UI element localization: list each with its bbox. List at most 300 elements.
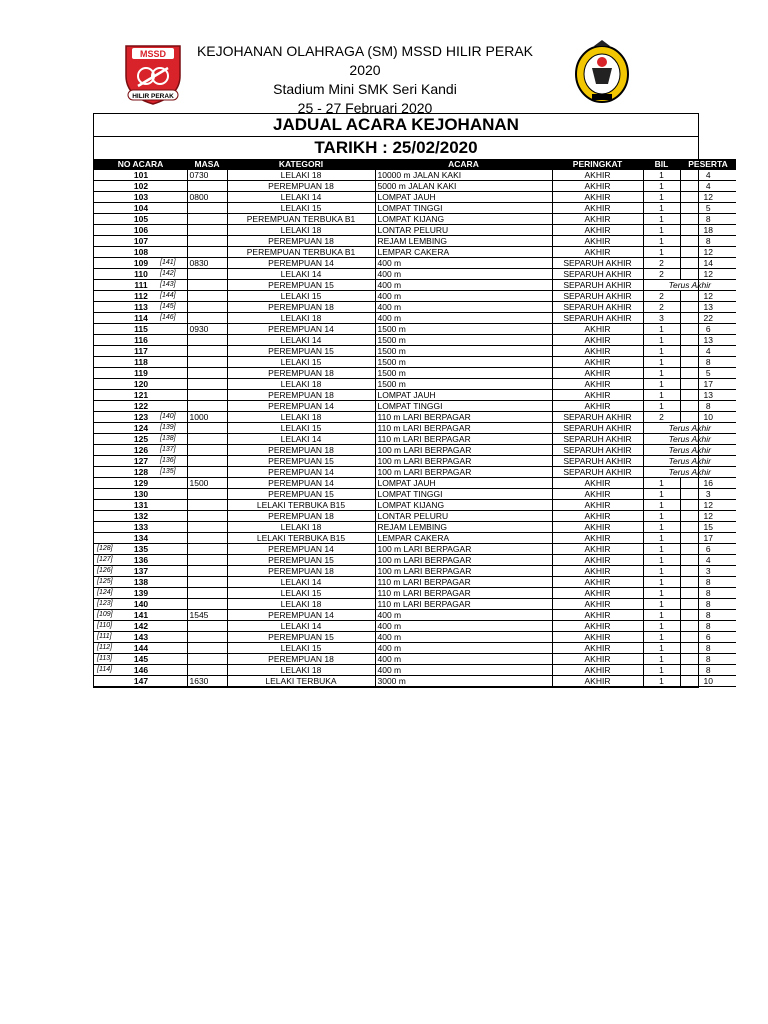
- schedule-date: TARIKH : 25/02/2020: [314, 138, 478, 157]
- cell-peringkat: AKHIR: [552, 654, 643, 665]
- cell-peserta: 5: [680, 368, 736, 379]
- table-row: [94, 478, 736, 489]
- cell-acara: 400 m: [375, 313, 552, 324]
- cell-no-acara: [94, 555, 187, 566]
- cell-peringkat: AKHIR: [552, 577, 643, 588]
- cell-bil: 2: [643, 258, 680, 269]
- cell-peserta: 3: [680, 489, 736, 500]
- cell-event-no: 142: [133, 621, 149, 631]
- cell-event-no: 120: [133, 379, 149, 389]
- table-row: [94, 445, 736, 456]
- cell-bil: 1: [643, 225, 680, 236]
- cell-ref-next: [136]: [160, 457, 176, 464]
- cell-ref-prev: [113]: [97, 655, 113, 662]
- cell-kategori: PEREMPUAN 15: [227, 280, 375, 291]
- cell-bil: 1: [643, 610, 680, 621]
- cell-acara: LOMPAT KIJANG: [375, 214, 552, 225]
- table-row: [94, 357, 736, 368]
- cell-event-no: 145: [133, 654, 149, 664]
- cell-peserta: 22: [680, 313, 736, 324]
- cell-masa: 0730: [187, 170, 227, 181]
- cell-bil: 2: [643, 412, 680, 423]
- cell-kategori: LELAKI 15: [227, 643, 375, 654]
- cell-no-acara: [94, 434, 187, 445]
- cell-no-acara: [94, 368, 187, 379]
- table-header-row: [94, 159, 736, 170]
- cell-terus-akhir: Terus Akhir: [643, 280, 736, 291]
- cell-kategori: PEREMPUAN 18: [227, 181, 375, 192]
- cell-kategori: LELAKI 15: [227, 588, 375, 599]
- cell-event-no: 146: [133, 665, 149, 675]
- cell-masa: [187, 335, 227, 346]
- cell-bil: 1: [643, 335, 680, 346]
- cell-peringkat: AKHIR: [552, 214, 643, 225]
- cell-peringkat: AKHIR: [552, 379, 643, 390]
- table-row: [94, 170, 736, 181]
- cell-peserta: 12: [680, 511, 736, 522]
- cell-bil: 1: [643, 170, 680, 181]
- cell-no-acara: [94, 203, 187, 214]
- table-row: [94, 665, 736, 676]
- cell-masa: [187, 368, 227, 379]
- cell-peringkat: AKHIR: [552, 225, 643, 236]
- cell-kategori: PEREMPUAN 15: [227, 632, 375, 643]
- cell-bil: 1: [643, 357, 680, 368]
- cell-acara: LOMPAT TINGGI: [375, 401, 552, 412]
- cell-peringkat: SEPARUH AKHIR: [552, 269, 643, 280]
- cell-bil: 1: [643, 379, 680, 390]
- cell-peserta: 8: [680, 665, 736, 676]
- cell-acara: 400 m: [375, 269, 552, 280]
- cell-masa: 1500: [187, 478, 227, 489]
- event-dates: 25 - 27 Februari 2020: [297, 100, 433, 116]
- cell-ref-prev: [128]: [97, 545, 113, 552]
- cell-kategori: PEREMPUAN 18: [227, 368, 375, 379]
- cell-acara: 110 m LARI BERPAGAR: [375, 434, 552, 445]
- cell-peserta: 4: [680, 170, 736, 181]
- cell-peserta: 8: [680, 214, 736, 225]
- cell-masa: 1545: [187, 610, 227, 621]
- cell-peserta: 12: [680, 500, 736, 511]
- cell-peserta: 6: [680, 324, 736, 335]
- cell-no-acara: [94, 170, 187, 181]
- cell-no-acara: [94, 269, 187, 280]
- cell-no-acara: [94, 643, 187, 654]
- cell-peringkat: AKHIR: [552, 170, 643, 181]
- cell-acara: LONTAR PELURU: [375, 511, 552, 522]
- cell-kategori: LELAKI TERBUKA B15: [227, 500, 375, 511]
- cell-bil: 1: [643, 632, 680, 643]
- table-row: [94, 269, 736, 280]
- cell-bil: 1: [643, 478, 680, 489]
- cell-masa: [187, 247, 227, 258]
- mssd-logo: [120, 40, 186, 106]
- cell-event-no: 102: [133, 181, 149, 191]
- cell-peringkat: SEPARUH AKHIR: [552, 456, 643, 467]
- cell-ref-prev: [125]: [97, 578, 113, 585]
- cell-ref-prev: [109]: [97, 611, 113, 618]
- cell-peserta: 8: [680, 610, 736, 621]
- cell-no-acara: [94, 665, 187, 676]
- cell-no-acara: [94, 346, 187, 357]
- document-title-block: [180, 42, 550, 118]
- cell-peringkat: AKHIR: [552, 533, 643, 544]
- cell-event-no: 119: [134, 368, 148, 378]
- cell-no-acara: [94, 258, 187, 269]
- cell-peserta: 10: [680, 412, 736, 423]
- cell-masa: [187, 555, 227, 566]
- cell-bil: 1: [643, 214, 680, 225]
- cell-peserta: 12: [680, 291, 736, 302]
- cell-terus-akhir: Terus Akhir: [643, 434, 736, 445]
- cell-peserta: 17: [680, 533, 736, 544]
- venue: Stadium Mini SMK Seri Kandi: [273, 81, 457, 97]
- cell-masa: [187, 203, 227, 214]
- cell-masa: [187, 588, 227, 599]
- cell-peserta: 4: [680, 346, 736, 357]
- cell-bil: 1: [643, 390, 680, 401]
- cell-ref-prev: [114]: [97, 666, 113, 673]
- table-row: [94, 423, 736, 434]
- table-row: [94, 280, 736, 291]
- cell-no-acara: [94, 533, 187, 544]
- cell-kategori: LELAKI TERBUKA B15: [227, 533, 375, 544]
- cell-bil: 1: [643, 555, 680, 566]
- cell-event-no: 101: [133, 170, 149, 180]
- cell-acara: 110 m LARI BERPAGAR: [375, 588, 552, 599]
- table-row: [94, 236, 736, 247]
- cell-event-no: 136: [133, 555, 149, 565]
- cell-peringkat: SEPARUH AKHIR: [552, 258, 643, 269]
- cell-event-no: 111: [134, 280, 148, 290]
- cell-peringkat: AKHIR: [552, 555, 643, 566]
- cell-event-no: 122: [133, 401, 149, 411]
- cell-event-no: 109: [133, 258, 149, 268]
- cell-masa: 1000: [187, 412, 227, 423]
- cell-peserta: 15: [680, 522, 736, 533]
- cell-peserta: 16: [680, 478, 736, 489]
- cell-acara: 100 m LARI BERPAGAR: [375, 555, 552, 566]
- table-row: [94, 632, 736, 643]
- cell-peringkat: AKHIR: [552, 610, 643, 621]
- cell-peringkat: SEPARUH AKHIR: [552, 302, 643, 313]
- cell-peringkat: AKHIR: [552, 544, 643, 555]
- cell-acara: REJAM LEMBING: [375, 236, 552, 247]
- cell-ref-next: [139]: [160, 424, 176, 431]
- cell-peserta: 5: [680, 203, 736, 214]
- cell-no-acara: [94, 511, 187, 522]
- cell-bil: 1: [643, 236, 680, 247]
- cell-no-acara: [94, 313, 187, 324]
- cell-acara: 10000 m JALAN KAKI: [375, 170, 552, 181]
- cell-peserta: 13: [680, 335, 736, 346]
- cell-ref-next: [146]: [160, 314, 176, 321]
- cell-acara: 400 m: [375, 665, 552, 676]
- cell-bil: 1: [643, 522, 680, 533]
- cell-acara: 1500 m: [375, 379, 552, 390]
- cell-event-no: 126: [133, 445, 149, 455]
- schedule-table: [94, 159, 736, 687]
- cell-acara: LONTAR PELURU: [375, 225, 552, 236]
- cell-no-acara: [94, 401, 187, 412]
- table-row: [94, 577, 736, 588]
- cell-acara: 100 m LARI BERPAGAR: [375, 566, 552, 577]
- table-row: [94, 555, 736, 566]
- cell-kategori: LELAKI 15: [227, 423, 375, 434]
- cell-acara: 100 m LARI BERPAGAR: [375, 445, 552, 456]
- cell-event-no: 124: [133, 423, 149, 433]
- cell-masa: [187, 379, 227, 390]
- cell-masa: [187, 423, 227, 434]
- cell-bil: 1: [643, 544, 680, 555]
- cell-peringkat: AKHIR: [552, 357, 643, 368]
- cell-masa: [187, 456, 227, 467]
- table-row: [94, 258, 736, 269]
- cell-kategori: PEREMPUAN 14: [227, 258, 375, 269]
- cell-peringkat: AKHIR: [552, 401, 643, 412]
- cell-event-no: 133: [133, 522, 149, 532]
- cell-event-no: 132: [133, 511, 149, 521]
- cell-masa: 0800: [187, 192, 227, 203]
- cell-no-acara: [94, 412, 187, 423]
- cell-masa: [187, 346, 227, 357]
- cell-bil: 1: [643, 511, 680, 522]
- cell-masa: [187, 302, 227, 313]
- table-row: [94, 313, 736, 324]
- cell-kategori: LELAKI 15: [227, 291, 375, 302]
- cell-no-acara: [94, 500, 187, 511]
- cell-kategori: LELAKI 14: [227, 192, 375, 203]
- cell-kategori: LELAKI 18: [227, 170, 375, 181]
- cell-bil: 1: [643, 588, 680, 599]
- cell-peringkat: AKHIR: [552, 478, 643, 489]
- cell-acara: 400 m: [375, 291, 552, 302]
- cell-peserta: 8: [680, 401, 736, 412]
- cell-event-no: 129: [133, 478, 149, 488]
- cell-event-no: 110: [134, 269, 148, 279]
- cell-peserta: 10: [680, 676, 736, 687]
- cell-ref-prev: [126]: [97, 567, 113, 574]
- cell-acara: LEMPAR CAKERA: [375, 247, 552, 258]
- cell-peringkat: SEPARUH AKHIR: [552, 434, 643, 445]
- cell-kategori: PEREMPUAN 14: [227, 610, 375, 621]
- cell-peringkat: AKHIR: [552, 247, 643, 258]
- cell-peserta: 3: [680, 566, 736, 577]
- cell-ref-next: [143]: [160, 281, 176, 288]
- cell-bil: 1: [643, 181, 680, 192]
- cell-peringkat: AKHIR: [552, 236, 643, 247]
- cell-masa: [187, 500, 227, 511]
- cell-no-acara: [94, 324, 187, 335]
- cell-bil: 3: [643, 313, 680, 324]
- cell-acara: 110 m LARI BERPAGAR: [375, 423, 552, 434]
- cell-peringkat: AKHIR: [552, 368, 643, 379]
- cell-kategori: LELAKI 14: [227, 434, 375, 445]
- cell-kategori: LELAKI TERBUKA: [227, 676, 375, 687]
- table-row: [94, 489, 736, 500]
- cell-kategori: LELAKI 18: [227, 225, 375, 236]
- cell-kategori: PEREMPUAN 14: [227, 467, 375, 478]
- cell-acara: LOMPAT JAUH: [375, 390, 552, 401]
- cell-bil: 2: [643, 269, 680, 280]
- cell-event-no: 130: [133, 489, 149, 499]
- table-row: [94, 247, 736, 258]
- table-row: [94, 621, 736, 632]
- cell-bil: 1: [643, 489, 680, 500]
- cell-bil: 1: [643, 654, 680, 665]
- cell-kategori: PEREMPUAN 15: [227, 555, 375, 566]
- cell-event-no: 108: [133, 247, 149, 257]
- cell-peringkat: AKHIR: [552, 522, 643, 533]
- cell-peringkat: AKHIR: [552, 588, 643, 599]
- table-row: [94, 511, 736, 522]
- table-row: [94, 434, 736, 445]
- cell-bil: 1: [643, 643, 680, 654]
- cell-acara: 110 m LARI BERPAGAR: [375, 412, 552, 423]
- cell-kategori: PEREMPUAN 14: [227, 324, 375, 335]
- cell-ref-next: [135]: [160, 468, 176, 475]
- cell-acara: 5000 m JALAN KAKI: [375, 181, 552, 192]
- table-row: [94, 599, 736, 610]
- table-row: [94, 566, 736, 577]
- event-title: KEJOHANAN OLAHRAGA (SM) MSSD HILIR PERAK 2020: [196, 43, 534, 78]
- cell-event-no: 113: [134, 302, 148, 312]
- cell-acara: 1500 m: [375, 335, 552, 346]
- cell-masa: [187, 621, 227, 632]
- cell-kategori: LELAKI 15: [227, 357, 375, 368]
- cell-no-acara: [94, 214, 187, 225]
- cell-masa: [187, 544, 227, 555]
- cell-kategori: PEREMPUAN 18: [227, 654, 375, 665]
- cell-masa: 0830: [187, 258, 227, 269]
- cell-peserta: 8: [680, 621, 736, 632]
- schedule-title: JADUAL ACARA KEJOHANAN: [94, 114, 698, 137]
- cell-masa: [187, 665, 227, 676]
- cell-masa: [187, 654, 227, 665]
- table-row: [94, 192, 736, 203]
- cell-event-no: 116: [134, 335, 148, 345]
- cell-kategori: PEREMPUAN 15: [227, 456, 375, 467]
- cell-acara: LOMPAT JAUH: [375, 192, 552, 203]
- cell-peserta: 12: [680, 247, 736, 258]
- cell-masa: [187, 522, 227, 533]
- table-row: [94, 467, 736, 478]
- cell-bil: 1: [643, 401, 680, 412]
- cell-masa: [187, 599, 227, 610]
- cell-event-no: 103: [133, 192, 149, 202]
- cell-kategori: LELAKI 14: [227, 335, 375, 346]
- cell-masa: [187, 434, 227, 445]
- cell-peserta: 13: [680, 390, 736, 401]
- cell-kategori: PEREMPUAN 18: [227, 511, 375, 522]
- cell-kategori: PEREMPUAN 14: [227, 401, 375, 412]
- cell-kategori: LELAKI 15: [227, 203, 375, 214]
- table-row: [94, 203, 736, 214]
- cell-no-acara: [94, 225, 187, 236]
- table-row: [94, 401, 736, 412]
- cell-peringkat: AKHIR: [552, 566, 643, 577]
- cell-peserta: 12: [680, 192, 736, 203]
- cell-peringkat: AKHIR: [552, 335, 643, 346]
- cell-no-acara: [94, 467, 187, 478]
- cell-ref-next: [145]: [160, 303, 176, 310]
- cell-event-no: 123: [133, 412, 149, 422]
- cell-masa: [187, 225, 227, 236]
- cell-no-acara: [94, 423, 187, 434]
- table-row: [94, 412, 736, 423]
- cell-acara: 400 m: [375, 632, 552, 643]
- cell-kategori: LELAKI 18: [227, 313, 375, 324]
- cell-acara: 400 m: [375, 643, 552, 654]
- cell-acara: 1500 m: [375, 346, 552, 357]
- cell-terus-akhir: Terus Akhir: [643, 445, 736, 456]
- cell-no-acara: [94, 632, 187, 643]
- cell-kategori: LELAKI 18: [227, 599, 375, 610]
- cell-ref-prev: [112]: [97, 644, 113, 651]
- cell-bil: 2: [643, 291, 680, 302]
- cell-peserta: 8: [680, 577, 736, 588]
- cell-ref-next: [138]: [160, 435, 176, 442]
- cell-event-no: 104: [133, 203, 149, 213]
- cell-bil: 1: [643, 192, 680, 203]
- table-row: [94, 390, 736, 401]
- cell-peringkat: AKHIR: [552, 181, 643, 192]
- cell-peringkat: AKHIR: [552, 643, 643, 654]
- cell-event-no: 106: [133, 225, 149, 235]
- cell-peringkat: AKHIR: [552, 324, 643, 335]
- cell-peringkat: AKHIR: [552, 511, 643, 522]
- cell-peringkat: AKHIR: [552, 621, 643, 632]
- cell-peserta: 4: [680, 181, 736, 192]
- cell-masa: [187, 214, 227, 225]
- cell-masa: [187, 632, 227, 643]
- cell-bil: 1: [643, 203, 680, 214]
- cell-peringkat: AKHIR: [552, 676, 643, 687]
- cell-peserta: 12: [680, 269, 736, 280]
- cell-masa: [187, 269, 227, 280]
- col-header-peringkat: PERINGKAT: [552, 159, 643, 170]
- cell-event-no: 134: [133, 533, 149, 543]
- cell-event-no: 115: [134, 324, 148, 334]
- cell-peringkat: AKHIR: [552, 632, 643, 643]
- cell-event-no: 105: [133, 214, 149, 224]
- cell-bil: 1: [643, 247, 680, 258]
- table-row: [94, 335, 736, 346]
- cell-acara: 100 m LARI BERPAGAR: [375, 544, 552, 555]
- cell-peringkat: SEPARUH AKHIR: [552, 313, 643, 324]
- cell-event-no: 140: [133, 599, 149, 609]
- cell-ref-next: [142]: [160, 270, 176, 277]
- cell-masa: 0930: [187, 324, 227, 335]
- cell-masa: [187, 357, 227, 368]
- table-row: [94, 643, 736, 654]
- cell-acara: 3000 m: [375, 676, 552, 687]
- cell-no-acara: [94, 621, 187, 632]
- cell-kategori: LELAKI 18: [227, 665, 375, 676]
- cell-ref-next: [141]: [160, 259, 176, 266]
- cell-ref-prev: [123]: [97, 600, 113, 607]
- cell-event-no: 131: [133, 500, 149, 510]
- table-row: [94, 676, 736, 687]
- col-header-kategori: KATEGORI: [227, 159, 375, 170]
- logo-left-top-text: MSSD: [139, 49, 167, 59]
- table-row: [94, 654, 736, 665]
- cell-event-no: 143: [133, 632, 149, 642]
- cell-kategori: PEREMPUAN 18: [227, 236, 375, 247]
- col-header-bil: BIL: [643, 159, 680, 170]
- cell-acara: 400 m: [375, 654, 552, 665]
- cell-peringkat: AKHIR: [552, 665, 643, 676]
